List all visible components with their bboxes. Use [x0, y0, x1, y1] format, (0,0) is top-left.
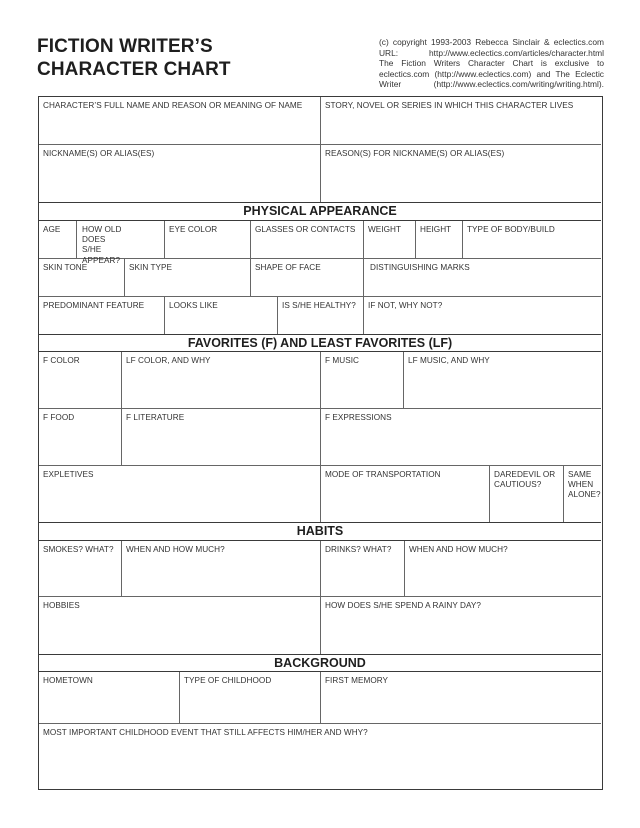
important-childhood-event-label: MOST IMPORTANT CHILDHOOD EVENT THAT STILL AFFECTS HIM/HER AND WHY?: [43, 728, 368, 737]
least-favorite-color-label: LF COLOR, AND WHY: [126, 356, 211, 365]
section-header-favorites: FAVORITES (F) AND LEAST FAVORITES (LF): [39, 334, 601, 352]
eye-color-label: EYE COLOR: [169, 225, 218, 234]
hobbies-field[interactable]: [39, 597, 321, 654]
page-title: [37, 35, 231, 81]
favorite-color-label: F COLOR: [43, 356, 80, 365]
hobbies-label: HOBBIES: [43, 601, 80, 610]
predominant-feature-field[interactable]: [39, 297, 165, 334]
copyright-line: (c) copyright 1993-2003 Rebecca Sinclair & eclectics.com: [379, 37, 604, 47]
smokes-field[interactable]: [39, 541, 122, 597]
character-chart-form: [38, 96, 603, 790]
smokes-frequency-field[interactable]: [122, 541, 321, 597]
nickname-reasons-label: REASON(S) FOR NICKNAME(S) OR ALIAS(ES): [325, 149, 505, 158]
healthy-label: IS S/HE HEALTHY?: [282, 301, 356, 310]
apparent-age-label: HOW OLD DOES S/HE APPEAR?: [82, 225, 122, 265]
skin-type-label: SKIN TYPE: [129, 263, 173, 272]
why-not-healthy-label: IF NOT, WHY NOT?: [368, 301, 443, 310]
favorite-food-field[interactable]: [39, 409, 122, 466]
rainy-day-label: HOW DOES S/HE SPEND A RAINY DAY?: [325, 601, 481, 610]
looks-like-label: LOOKS LIKE: [169, 301, 218, 310]
transportation-field[interactable]: [321, 466, 490, 522]
skin-type-field[interactable]: [125, 259, 251, 297]
body-type-field[interactable]: [463, 221, 601, 259]
nickname-reasons-field[interactable]: [321, 145, 601, 202]
hometown-label: HOMETOWN: [43, 676, 93, 685]
height-label: HEIGHT: [420, 225, 452, 234]
daredevil-field[interactable]: [490, 466, 564, 522]
favorite-expressions-label: F EXPRESSIONS: [325, 413, 392, 422]
section-header-background: BACKGROUND: [39, 654, 601, 672]
section-header-physical: PHYSICAL APPEARANCE: [39, 202, 601, 221]
why-not-healthy-field[interactable]: [364, 297, 601, 334]
favorite-expressions-field[interactable]: [321, 409, 601, 466]
skin-tone-label: SKIN TONE: [43, 263, 88, 272]
copyright-line: Writer (http://www.eclectics.com/writing/writing.html).: [379, 79, 604, 90]
weight-field[interactable]: [364, 221, 416, 259]
copyright-line: The Fiction Writers Character Chart is exclusive to: [379, 58, 604, 69]
same-when-alone-field[interactable]: [564, 466, 601, 522]
favorite-music-label: F MUSIC: [325, 356, 360, 365]
drinks-frequency-label: WHEN AND HOW MUCH?: [409, 545, 508, 554]
rainy-day-field[interactable]: [321, 597, 601, 654]
favorite-color-field[interactable]: [39, 352, 122, 409]
glasses-label: GLASSES OR CONTACTS: [255, 225, 356, 234]
expletives-label: EXPLETIVES: [43, 470, 94, 479]
least-favorite-music-label: LF MUSIC, AND WHY: [408, 356, 490, 365]
glasses-field[interactable]: [251, 221, 364, 259]
section-header-habits: HABITS: [39, 522, 601, 541]
distinguishing-marks-field[interactable]: [364, 259, 601, 297]
copyright-url-line: URL: http://www.eclectics.com/articles/character.html: [379, 47, 604, 58]
least-favorite-color-field[interactable]: [122, 352, 321, 409]
title-line-1: FICTION WRITER’S: [37, 36, 213, 57]
story-label: STORY, NOVEL OR SERIES IN WHICH THIS CHARACTER LIVES: [325, 101, 574, 110]
first-memory-field[interactable]: [321, 672, 601, 724]
predominant-feature-label: PREDOMINANT FEATURE: [43, 301, 145, 310]
full-name-field[interactable]: [39, 97, 321, 145]
title-line-2: CHARACTER CHART: [37, 59, 231, 80]
expletives-field[interactable]: [39, 466, 321, 522]
childhood-type-field[interactable]: [180, 672, 321, 724]
least-favorite-music-field[interactable]: [404, 352, 601, 409]
copyright-line: eclectics.com (http://www.eclectics.com) and The Eclectic: [379, 68, 604, 79]
favorite-literature-label: F LITERATURE: [126, 413, 185, 422]
drinks-frequency-field[interactable]: [405, 541, 601, 597]
nicknames-field[interactable]: [39, 145, 321, 202]
drinks-field[interactable]: [321, 541, 405, 597]
body-type-label: TYPE OF BODY/BUILD: [467, 225, 555, 234]
distinguishing-marks-label: DISTINGUISHING MARKS: [370, 263, 470, 272]
drinks-label: DRINKS? WHAT?: [325, 545, 392, 554]
face-shape-label: SHAPE OF FACE: [255, 263, 321, 272]
face-shape-field[interactable]: [251, 259, 364, 297]
smokes-frequency-label: WHEN AND HOW MUCH?: [126, 545, 225, 554]
favorite-music-field[interactable]: [321, 352, 404, 409]
same-when-alone-label: SAME WHEN ALONE?: [568, 470, 601, 500]
smokes-label: SMOKES? WHAT?: [43, 545, 114, 554]
healthy-field[interactable]: [278, 297, 364, 334]
copyright-notice: [379, 37, 604, 90]
height-field[interactable]: [416, 221, 463, 259]
skin-tone-field[interactable]: [39, 259, 125, 297]
favorite-literature-field[interactable]: [122, 409, 321, 466]
favorite-food-label: F FOOD: [43, 413, 75, 422]
age-field[interactable]: [39, 221, 77, 259]
first-memory-label: FIRST MEMORY: [325, 676, 389, 685]
childhood-type-label: TYPE OF CHILDHOOD: [184, 676, 272, 685]
looks-like-field[interactable]: [165, 297, 278, 334]
apparent-age-field[interactable]: [77, 221, 165, 265]
full-name-label: CHARACTER’S FULL NAME AND REASON OR MEANING OF NAME: [43, 101, 303, 110]
age-label: AGE: [43, 225, 61, 234]
daredevil-label: DAREDEVIL OR CAUTIOUS?: [494, 470, 556, 490]
eye-color-field[interactable]: [165, 221, 251, 259]
transportation-label: MODE OF TRANSPORTATION: [325, 470, 441, 479]
important-childhood-event-field[interactable]: [39, 724, 601, 788]
hometown-field[interactable]: [39, 672, 180, 724]
nicknames-label: NICKNAME(S) OR ALIAS(ES): [43, 149, 155, 158]
story-field[interactable]: [321, 97, 601, 145]
weight-label: WEIGHT: [368, 225, 402, 234]
